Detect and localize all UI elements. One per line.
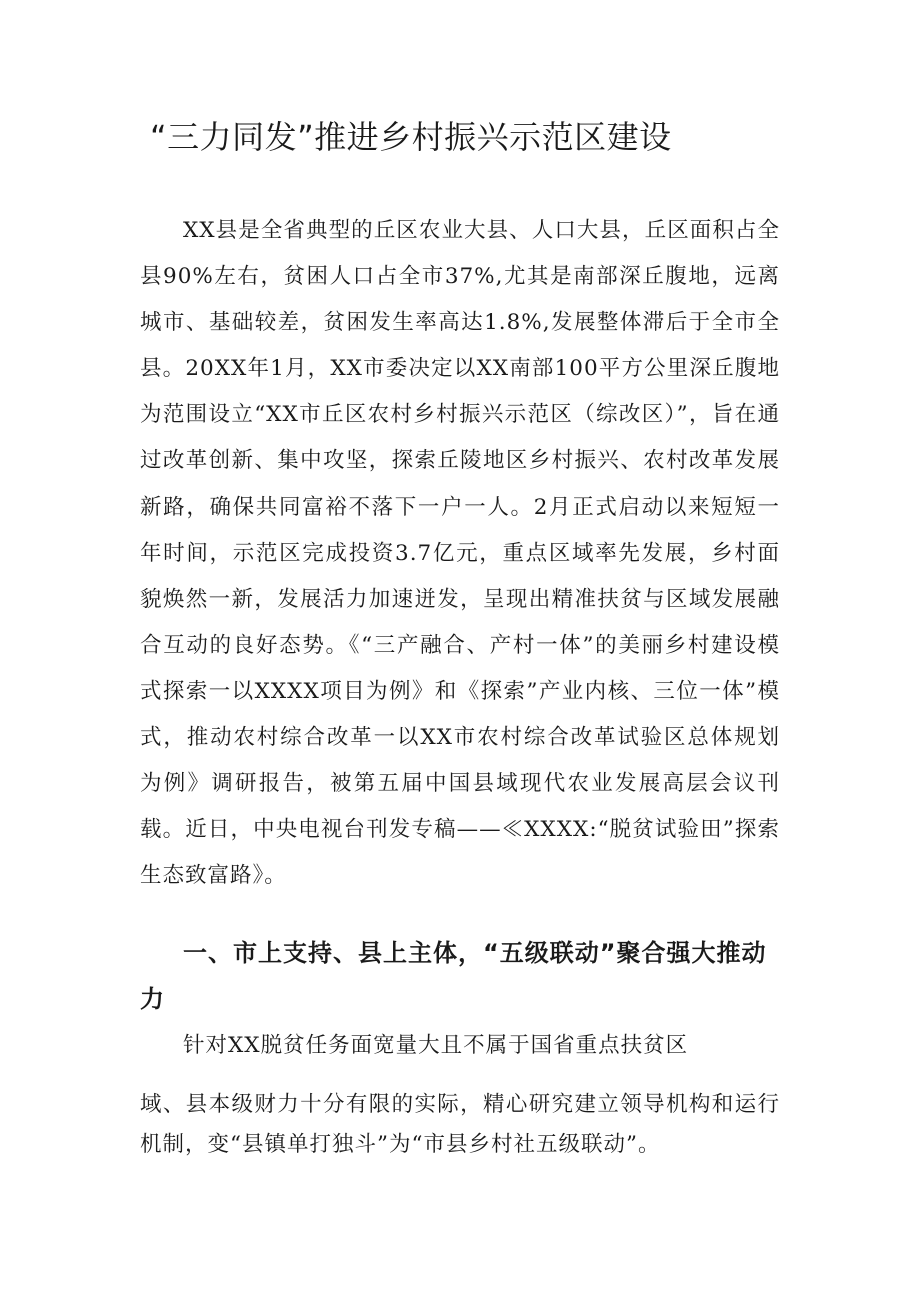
document-title: “三力同发”推进乡村振兴示范区建设 <box>150 118 672 156</box>
section-1-paragraph-continuation: 域、县本级财力十分有限的实际，精心研究建立领导机构和运行机制，变“县镇单打独斗”为“市县乡村社五级联动”。 <box>140 1092 780 1157</box>
section-1-heading: 一、市上支持、县上主体，“五级联动”聚合强大推动力 <box>140 939 767 1013</box>
intro-paragraph: XX县是全省典型的丘区农业大县、人口大县，丘区面积占全县90%左右，贫困人口占全市37%,尤其是南部深丘腹地，远离城市、基础较差，贫困发生率高达1.8%,发展整体滞后于全市全县。20XX年1月，XX市委决定以XX南部100平方公里深丘腹地为范围设立“XX市丘区农村乡村振兴示范区（综改区）”，旨在通过改革创新、集中攻坚，探索丘陵地区乡村振兴、农村改革发展新路，确保共同富裕不落下一户一人。2月正式启动以来短短一年时间，示范区完成投资3.7亿元，重点区域率先发展，乡村面貌焕然一新，发展活力加速迸发，呈现出精准扶贫与区域发展融合互动的良好态势。《“三产融合、产村一体”的美丽乡村建设模式探索一以XXXX项目为例》和《探索”产业内核、三位一体”模式，推动农村综合改革一以XX市农村综合改革试验区总体规划为例》调研报告，被第五届中国县域现代农业发展高层会议刊载。近日，中央电视台刊发专稿——≪XXXX:“脱贫试验田”探索生态致富路》。 <box>140 218 780 889</box>
section-1-paragraph-first-line: 针对XX脱贫任务面宽量大且不属于国省重点扶贫区 <box>183 1033 689 1058</box>
